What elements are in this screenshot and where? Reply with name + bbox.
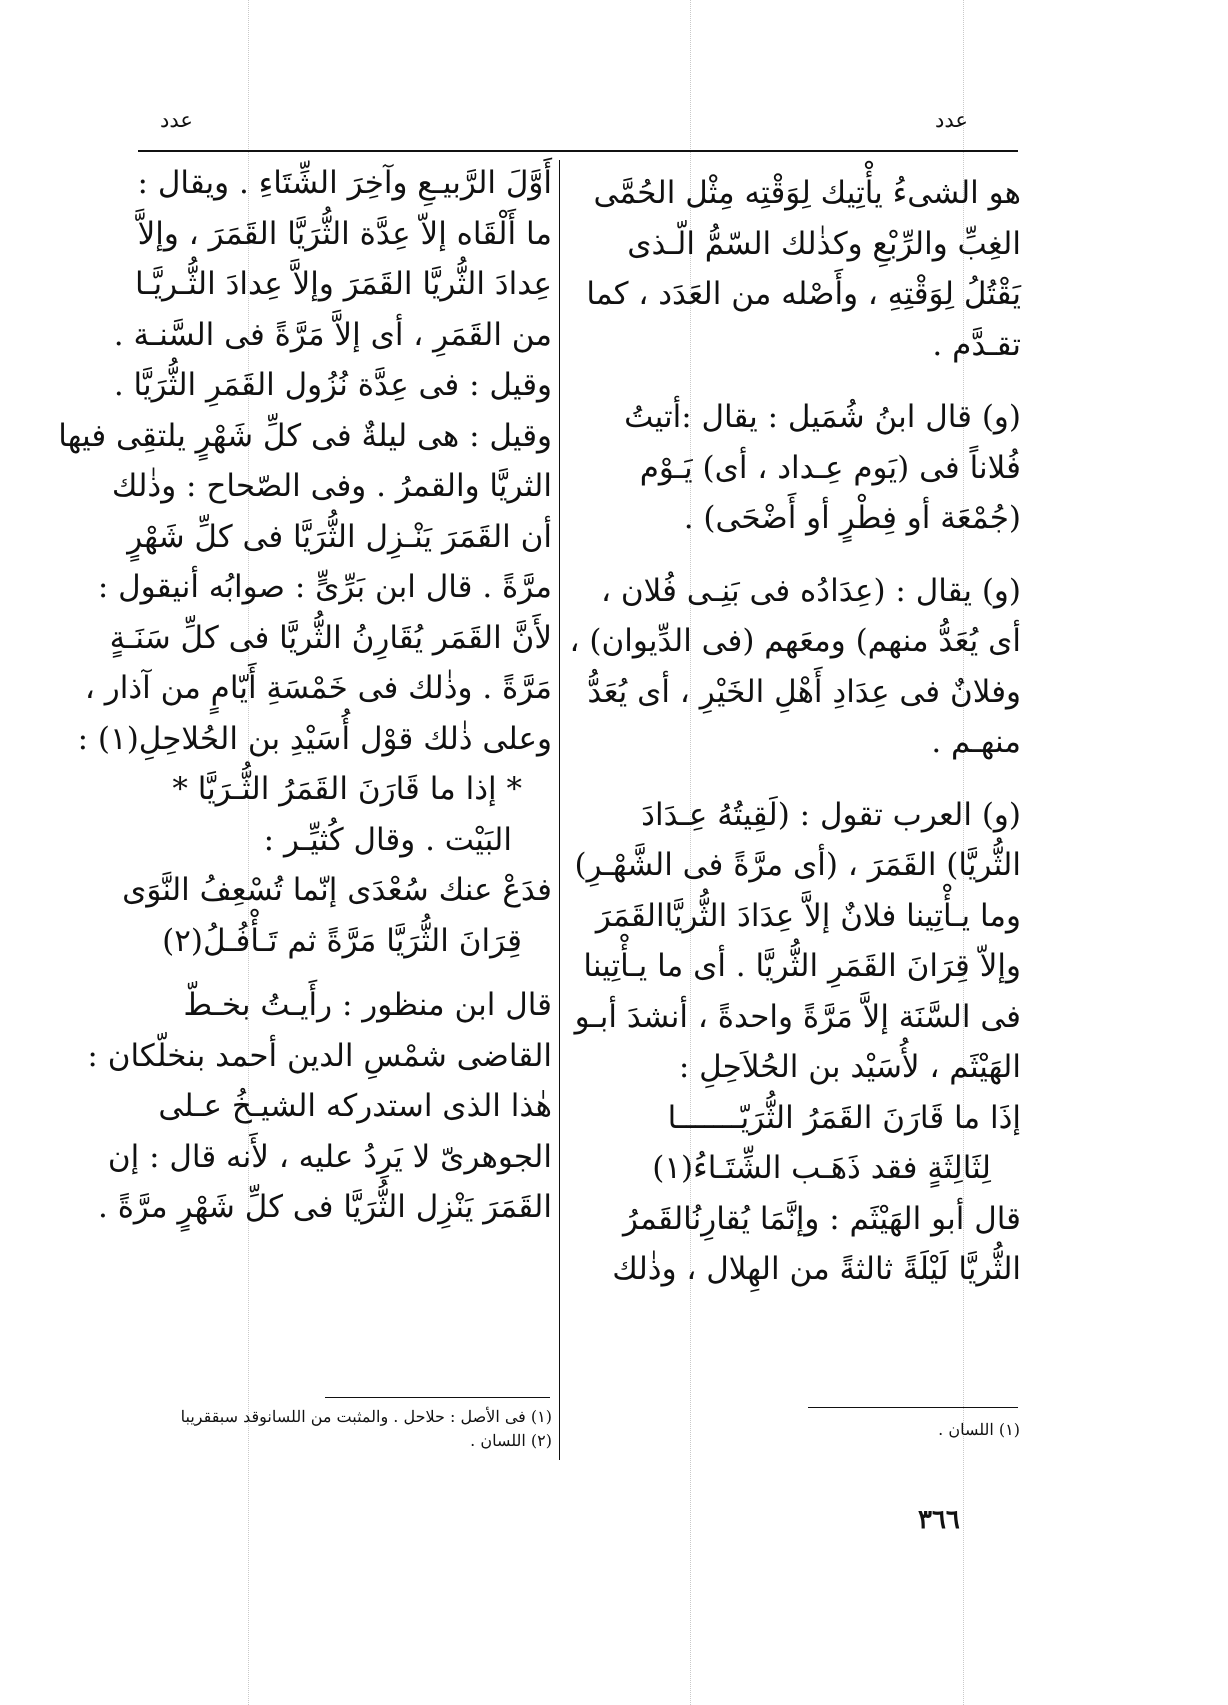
text-line: وإلاّ قِرَانَ القَمَرِ الثُّريَّا . أى ما يـأْتِينا bbox=[583, 948, 1021, 984]
text-line: مَرَّةً . وذٰلك فى خَمْسَةِ أَيّامٍ من آذار ، bbox=[84, 670, 552, 706]
text-line: قال ابن منظور : رأَيـتُ بخـطّ bbox=[183, 987, 552, 1023]
text-line: الثُّريَّا لَيْلَةً ثالثةً من الهِلال ، وذٰلك bbox=[612, 1251, 1021, 1287]
text-line: لأَنَّ القَمَر يُقَارِنُ الثُّريَّا فى كلِّ سَنَـةٍ bbox=[109, 619, 552, 656]
verse-line: * إذا ما قَارَنَ القَمَرُ الثُّـرَيَّا * bbox=[172, 771, 522, 807]
text-line: وقيل : هى ليلةٌ فى كلِّ شَهْرٍ يلتقِى فيها bbox=[58, 417, 552, 454]
text-line: أَوَّلَ الرَّبيـعِ وآخِرَ الشِّتَاءِ . ويقال : bbox=[137, 165, 552, 201]
text-line: فى السَّنَة إلاَّ مَرَّةً واحدةً ، أنشدَ أبـو bbox=[574, 998, 1021, 1035]
right-footnotes bbox=[700, 1418, 1020, 1442]
text-line: الجوهرىّ لا يَرِدُ عليه ، لأَنه قال : إن bbox=[107, 1138, 552, 1175]
text-line: فُلاناً فى (يَوم عِـداد ، أى) يَـوْم bbox=[639, 449, 1021, 486]
text-line: القاضى شمْسِ الدين أحمد بنخلّكان : bbox=[87, 1037, 552, 1074]
text-line: وقيل : فى عِدَّة نُزُول القَمَرِ الثُّرَيَّا . bbox=[113, 367, 552, 403]
text-line: الثُّريَّا) القَمَرَ ، (أى مرَّةً فى الشَّهْـرِ) bbox=[574, 847, 1021, 883]
text-line: قال أبو الهَيْثَم : وإنَّمَا يُقارِنُالقَمرُ bbox=[623, 1200, 1021, 1237]
text-line: (و) العرب تقول : (لَقِيتُهُ عِـدَادَ bbox=[641, 796, 1021, 833]
text-line: (جُمْعَة أو فِطْرٍ أو أَضْحَى) . bbox=[683, 500, 1021, 536]
text-line: هٰذا الذى استدركه الشيـخُ عـلى bbox=[158, 1088, 552, 1124]
text-line: البَيْت . وقال كُثيِّـر : bbox=[263, 821, 512, 858]
page-number: ٣٦٦ bbox=[918, 1505, 960, 1535]
footnote-rule bbox=[808, 1407, 1018, 1408]
text-line: أن القَمَرَ يَنْـزِل الثُّرَيَّا فى كلِّ شَهْرٍ bbox=[127, 518, 552, 555]
text-line: (و) قال ابنُ شُمَيل : يقال :أتيتُ bbox=[624, 399, 1021, 435]
text-line: الهَيْثَم ، لأُسَيْد بن الحُلاَحِلِ : bbox=[678, 1049, 1021, 1085]
text-line: القَمَرَ يَنْزِل الثُّرَيَّا فى كلِّ شَهْرٍ مرَّةً . bbox=[97, 1189, 552, 1225]
text-line: وما يـأْتِينا فلانٌ إلاَّ عِدَادَ الثُّريَّاالقَمَرَ bbox=[595, 897, 1021, 934]
left-footnotes bbox=[132, 1405, 552, 1453]
text-line: الغِبِّ والرِّبْعِ وكذٰلك السّمُّ الّـذى bbox=[627, 225, 1021, 262]
text-line: من القَمَرِ ، أى إلاَّ مَرَّةً فى السَّنـة . bbox=[113, 316, 552, 353]
text-line: ما أَلْقَاه إلاّ عِدَّة الثُّرَيَّا القَمَرَ ، وإلاَّ bbox=[137, 215, 552, 252]
text-line: أى يُعَدُّ منهم) ومعَهم (فى الدِّيوان) ، bbox=[569, 623, 1021, 659]
footnote: (١) اللسان . bbox=[938, 1420, 1020, 1439]
verse-line: لِثَالِثَةٍ فقد ذَهَـب الشِّتَـاءُ(١) bbox=[652, 1150, 991, 1186]
running-header-right: عدد bbox=[935, 108, 968, 132]
text-line: وعلى ذٰلك قوْل أُسَيْدِ بن الحُلاحِلِ(١) : bbox=[77, 720, 552, 757]
footnote: (٢) اللسان . bbox=[470, 1431, 552, 1450]
text-line: وفلانٌ فى عِدَادِ أَهْلِ الخَيْرِ ، أى يُعَدُّ bbox=[587, 673, 1021, 710]
text-line: هو الشىءُ يأْتِيك لِوَقْتِه مِثْل الحُمَّى bbox=[593, 175, 1021, 211]
right-column bbox=[569, 168, 1021, 1295]
header-rule bbox=[138, 150, 1018, 152]
text-line: الثريَّا والقمرُ . وفى الصّحاح : وذٰلك bbox=[111, 468, 552, 504]
verse-line: فدَعْ عنك سُعْدَى إنّما تُسْعِفُ النَّوَى bbox=[122, 872, 552, 908]
footnote-rule bbox=[325, 1397, 550, 1398]
running-header-left: عدد bbox=[160, 108, 193, 132]
column-divider bbox=[559, 160, 560, 1460]
verse-line: قِرَانَ الثُّرَيَّا مَرَّةً ثم تَـأْفُـلُ(٢) bbox=[162, 922, 522, 959]
footnote: (١) فى الأصل : حلاحل . والمثبت من اللسانوقد سبققريبا bbox=[180, 1407, 552, 1426]
text-line: تقـدَّم . bbox=[932, 326, 1021, 363]
text-line: منهـم . bbox=[931, 724, 1021, 760]
text-line: يَقْتُلُ لِوَقْتِهِ ، وأَصْله من العَدَد ، كما bbox=[586, 276, 1021, 312]
text-line: عِدادَ الثُّريَّا القَمَرَ وإلاَّ عِدادَ الثُّـريَّـا bbox=[134, 266, 552, 302]
text-line: مرَّةً . قال ابن بَرِّىٍّ : صوابُه أنيقول : bbox=[97, 569, 552, 605]
verse-line: إذَا ما قَارَنَ القَمَرُ الثُّرَيّـــــــا bbox=[667, 1099, 1021, 1136]
text-line: (و) يقال : (عِدَادُه فى بَنِـى فُلان ، bbox=[600, 572, 1021, 609]
left-column bbox=[58, 158, 552, 1233]
